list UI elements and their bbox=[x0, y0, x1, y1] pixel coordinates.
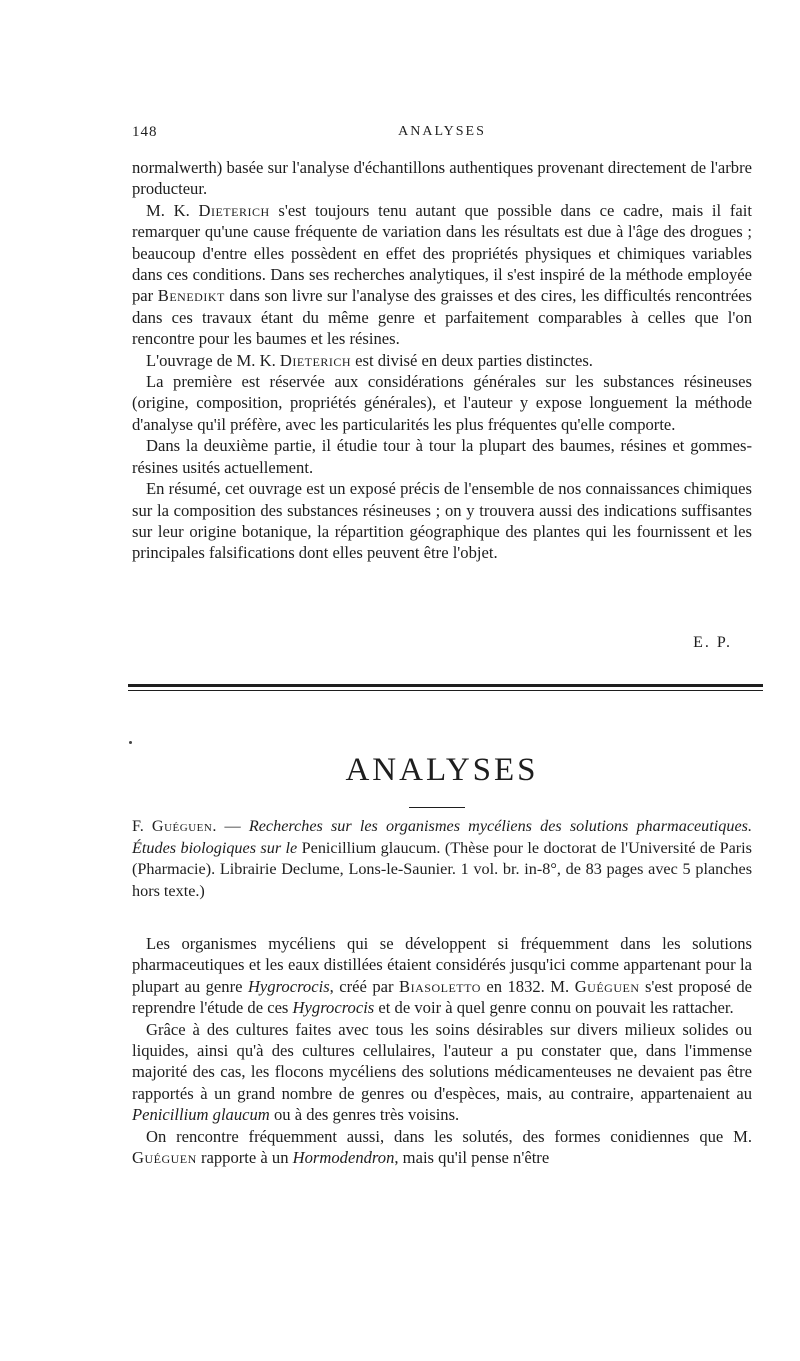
section-divider-thin bbox=[128, 690, 763, 691]
paragraph-text: , mais qu'il pense n'être bbox=[394, 1148, 550, 1168]
paragraph-text: normalwerth) basée sur l'analyse d'échantillons authentiques provenant directement de l'arbre producteur. bbox=[132, 158, 752, 199]
paragraph-text: , créé par bbox=[329, 976, 400, 996]
paragraph-text: ou à des genres très voisins. bbox=[269, 1105, 460, 1125]
reviewer-signature: E. P. bbox=[693, 634, 732, 651]
author-name: Guéguen bbox=[151, 817, 213, 835]
genus-name: Hormodendron bbox=[292, 1148, 395, 1168]
paragraph-text: s'est proposé de reprendre l'étude de ces bbox=[132, 976, 752, 1018]
paragraph-text: dans son livre sur l'analyse des graisses et des cires, les difficultés rencontrées dans ces travaux étant du même genre et parfaitement comparables à celles que l'on rencontre pour les baumes et les résines. bbox=[132, 286, 753, 349]
paragraph-text: en 1832. M. bbox=[480, 976, 575, 996]
paragraph bbox=[132, 435, 752, 478]
paragraph bbox=[132, 157, 752, 200]
paragraph-text: s'est toujours tenu autant que possible dans ce cadre, mais il fait remarquer qu'une cause fréquente de variation dans les résultats est due à l'âge des drogues ; beaucoup d'entre elles possèdent en effet des propriétés physiques et chimiques variables dans ces conditions. Dans ses recherches analytiques, il s'est inspiré de la méthode employée par bbox=[132, 200, 752, 306]
author-name: Dieterich bbox=[198, 200, 270, 220]
page-number: 148 bbox=[132, 124, 158, 140]
species-name: Penicillium glaucum bbox=[132, 1105, 270, 1125]
paragraph-text: et de voir à quel genre connu on pouvait les rattacher. bbox=[374, 998, 734, 1018]
author-name: Guéguen bbox=[132, 1148, 197, 1168]
paragraph-text: On rencontre fréquemment aussi, dans les solutés, des formes conidiennes que M. bbox=[146, 1126, 752, 1146]
paragraph-text: rapporte à un bbox=[196, 1148, 293, 1168]
paragraph-text: Grâce à des cultures faites avec tous les soins désirables sur divers milieux solides ou liquides, ainsi qu'à des cultures cellulaires, l'auteur a pu constater que, dans l'immense majorité des cas, les flocons mycéliens des solutions médicamenteuses ne devaient pas être rapportés à un grand nombre de genres ou d'espèces, mais, au contraire, appartenaient au bbox=[132, 1019, 752, 1103]
publication-details: (Thèse pour le doctorat de l'Université de Paris (Pharmacie). Librairie Declume, Lons-le-Saunier. 1 vol. br. in-8°, de 83 pages avec 5 planches hors texte.) bbox=[132, 838, 752, 900]
work-title: Recherches sur les organismes mycéliens des solutions pharmaceutiques. Études biologiques sur le bbox=[132, 817, 752, 857]
paragraph-text: M. K. bbox=[146, 200, 199, 220]
paragraph-text: L'ouvrage de M. K. bbox=[146, 350, 280, 370]
author-name: Dieterich bbox=[279, 350, 352, 370]
citation-dash: . — bbox=[212, 817, 249, 835]
paragraph bbox=[132, 371, 752, 435]
running-head bbox=[132, 124, 752, 148]
citation bbox=[132, 816, 752, 902]
paragraph bbox=[132, 933, 752, 1019]
author-name: Biasoletto bbox=[399, 976, 481, 996]
bibliographic-entry bbox=[132, 816, 752, 902]
paragraph-text: est divisé en deux parties distinctes. bbox=[351, 350, 593, 370]
genus-name: Hygrocrocis bbox=[292, 998, 375, 1018]
citation-initial: F. bbox=[132, 817, 152, 835]
genus-name: Hygrocrocis bbox=[247, 976, 330, 996]
paragraph bbox=[132, 200, 752, 350]
author-name: Guéguen bbox=[574, 976, 640, 996]
section-title: ANALYSES bbox=[345, 752, 539, 788]
title-underline bbox=[409, 807, 465, 808]
section-divider-thick bbox=[128, 684, 763, 687]
running-title: ANALYSES bbox=[398, 124, 486, 139]
work-title-roman: Penicillium glaucum. bbox=[297, 838, 445, 857]
paragraph-text: Les organismes mycéliens qui se développent si fréquemment dans les solutions pharmaceutiques et les eaux distillées étaient considérés jusqu'ici comme appartenant pour la plupart au genre bbox=[132, 934, 752, 996]
paragraph bbox=[132, 350, 752, 371]
paragraph-text: La première est réservée aux considérations générales sur les substances résineuses (origine, composition, propriétés générales), et l'auteur y expose longuement la méthode d'analyse qu'il préfère, avec les particularités les plus fréquentes qu'elle comporte. bbox=[132, 372, 752, 434]
ink-dot bbox=[129, 741, 132, 744]
paragraph bbox=[132, 1126, 752, 1169]
author-name: Benedikt bbox=[157, 286, 225, 306]
review-body bbox=[132, 933, 752, 1168]
review-continuation bbox=[132, 157, 752, 564]
paragraph bbox=[132, 1019, 752, 1126]
paragraph-text: En résumé, cet ouvrage est un exposé précis de l'ensemble de nos connaissances chimiques sur la composition des substances résineuses ; on y trouvera aussi des indications suffisantes sur leur origine botanique, la répartition géographique des plantes qui les fournissent et les principales falsifications dont elles peuvent être l'objet. bbox=[132, 479, 752, 563]
paragraph bbox=[132, 478, 752, 564]
paragraph-text: Dans la deuxième partie, il étudie tour à tour la plupart des baumes, résines et gommes-résines usités actuellement. bbox=[132, 436, 752, 477]
